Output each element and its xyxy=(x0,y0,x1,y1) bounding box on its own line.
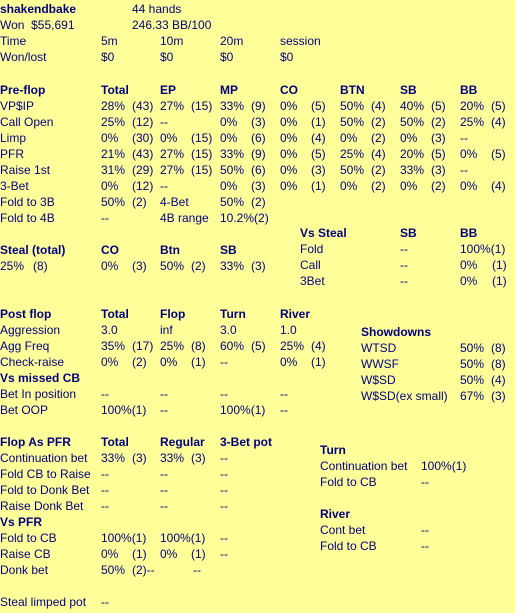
postflop-cell: (17) xyxy=(132,339,154,353)
preflop-cell: (5) xyxy=(491,147,506,161)
postflop-header: Total xyxy=(101,307,129,321)
preflop-cell: (9) xyxy=(251,147,266,161)
postflop-cell: 3.0 xyxy=(101,323,118,337)
four-bet-label: 4-Bet xyxy=(160,195,189,209)
turn-title: Turn xyxy=(320,443,346,457)
river-cbet-label: Cont bet xyxy=(320,523,366,537)
showdown-value: 50% xyxy=(460,341,485,355)
preflop-cell: (3) xyxy=(431,131,446,145)
turn-cbet-value: 100%(1) xyxy=(421,459,467,473)
preflop-cell: 33% xyxy=(400,163,425,177)
preflop-cell: (2) xyxy=(371,115,386,129)
flop-pfr-cell: -- xyxy=(101,483,109,497)
wonlost-10m: $0 xyxy=(160,50,174,64)
preflop-row-label: 3-Bet xyxy=(0,179,29,193)
vs-steal-header-bb: BB xyxy=(460,226,478,240)
fold-4b-label: Fold to 4B xyxy=(0,211,55,225)
steal-sb-count: (3) xyxy=(251,259,266,273)
steal-co-value: 0% xyxy=(101,259,119,273)
vs-steal-fold-sb: -- xyxy=(400,242,408,256)
flop-pfr-cell: -- xyxy=(160,467,168,481)
postflop-cell: 35% xyxy=(101,339,126,353)
time-col-5m: 5m xyxy=(101,34,118,48)
preflop-cell: (43) xyxy=(132,99,154,113)
preflop-cell: 0% xyxy=(280,147,298,161)
preflop-cell: 0% xyxy=(460,147,478,161)
flop-pfr-cell: (3) xyxy=(191,451,206,465)
postflop-cell: (8) xyxy=(191,339,206,353)
vs-missed-cb-cell: -- xyxy=(280,387,288,401)
vs-pfr-cell: (1) xyxy=(132,547,147,561)
flop-pfr-header-total: Total xyxy=(101,435,129,449)
postflop-header: Turn xyxy=(220,307,246,321)
flop-pfr-row-label: Fold to Donk Bet xyxy=(0,483,90,497)
preflop-row-label: Call Open xyxy=(0,115,54,129)
preflop-cell: -- xyxy=(160,115,168,129)
flop-pfr-cell: -- xyxy=(101,467,109,481)
vs-pfr-row-label: Fold to CB xyxy=(0,531,57,545)
preflop-cell: -- xyxy=(160,179,168,193)
postflop-row-label: Aggression xyxy=(0,323,61,337)
four-bet-value: 50% xyxy=(220,195,245,209)
steal-header-btn: Btn xyxy=(160,243,180,257)
preflop-cell: 0% xyxy=(280,163,298,177)
postflop-header: River xyxy=(280,307,311,321)
vs-pfr-cell: -- xyxy=(220,531,228,545)
vs-pfr-cell: (1) xyxy=(191,547,206,561)
postflop-cell: 60% xyxy=(220,339,245,353)
preflop-cell: 25% xyxy=(340,147,365,161)
vs-pfr-cell: (2)-- xyxy=(132,563,155,577)
preflop-cell: (2) xyxy=(371,131,386,145)
preflop-cell: 0% xyxy=(220,179,238,193)
preflop-cell: 31% xyxy=(101,163,126,177)
fold-4b-total: -- xyxy=(101,211,109,225)
preflop-cell: (4) xyxy=(371,147,386,161)
vs-missed-cb-cell: -- xyxy=(220,387,228,401)
showdown-row-label: WTSD xyxy=(361,341,397,355)
preflop-cell: (5) xyxy=(431,147,446,161)
vs-missed-cb-cell: 100%(1) xyxy=(101,403,147,417)
postflop-cell: (1) xyxy=(311,355,326,369)
postflop-cell: 0% xyxy=(280,355,298,369)
vs-pfr-row-label: Raise CB xyxy=(0,547,51,561)
fold-3b-total: 50% xyxy=(101,195,126,209)
flop-pfr-cell: -- xyxy=(220,451,228,465)
vs-pfr-cell: 0% xyxy=(101,547,119,561)
preflop-cell: 50% xyxy=(220,163,245,177)
preflop-cell: (12) xyxy=(132,179,154,193)
vs-steal-header-sb: SB xyxy=(400,226,417,240)
preflop-cell: (6) xyxy=(251,163,266,177)
postflop-row-label: Agg Freq xyxy=(0,339,50,353)
time-col-10m: 10m xyxy=(160,34,184,48)
postflop-cell: 25% xyxy=(280,339,305,353)
postflop-cell: 1.0 xyxy=(280,323,297,337)
vs-missed-cb-cell: 100%(1) xyxy=(220,403,266,417)
preflop-header: EP xyxy=(160,83,177,97)
vs-missed-cb-cell: -- xyxy=(280,403,288,417)
preflop-cell: (2) xyxy=(431,179,446,193)
preflop-cell: (3) xyxy=(311,163,326,177)
preflop-cell: 28% xyxy=(101,99,126,113)
steal-limped-label: Steal limped pot xyxy=(0,595,87,609)
preflop-cell: (2) xyxy=(371,179,386,193)
preflop-title: Pre-flop xyxy=(0,83,46,97)
preflop-cell: 0% xyxy=(280,179,298,193)
time-col-20m: 20m xyxy=(220,34,244,48)
bb-per-100: 246.33 BB/100 xyxy=(132,18,212,32)
preflop-cell: (4) xyxy=(491,179,506,193)
postflop-row-label: Check-raise xyxy=(0,355,65,369)
preflop-cell: 0% xyxy=(340,131,358,145)
preflop-cell: 40% xyxy=(400,99,425,113)
vs-steal-call-sb: -- xyxy=(400,258,408,272)
showdown-value: 50% xyxy=(460,357,485,371)
flop-pfr-cell: 33% xyxy=(101,451,126,465)
preflop-cell: 50% xyxy=(400,115,425,129)
preflop-cell: (5) xyxy=(491,99,506,113)
preflop-cell: 0% xyxy=(101,131,119,145)
vs-steal-3bet-label: 3Bet xyxy=(300,274,325,288)
preflop-cell: 25% xyxy=(101,115,126,129)
postflop-cell: 3.0 xyxy=(220,323,237,337)
postflop-cell: (4) xyxy=(311,339,326,353)
vs-pfr-cell: 100%(1) xyxy=(101,531,147,545)
preflop-cell: (5) xyxy=(311,99,326,113)
preflop-cell: 0% xyxy=(101,179,119,193)
won-amount: Won $55,691 xyxy=(0,18,75,32)
flop-pfr-title: Flop As PFR xyxy=(0,435,71,449)
showdown-row-label: WWSF xyxy=(361,357,399,371)
postflop-cell: 25% xyxy=(160,339,185,353)
flop-pfr-cell: 33% xyxy=(160,451,185,465)
preflop-cell: 0% xyxy=(280,131,298,145)
postflop-cell: 0% xyxy=(160,355,178,369)
turn-fold-cb-value: -- xyxy=(421,475,429,489)
flop-pfr-row-label: Raise Donk Bet xyxy=(0,499,84,513)
vs-pfr-cell: -- xyxy=(193,563,201,577)
preflop-cell: (29) xyxy=(132,163,154,177)
wonlost-label: Won/lost xyxy=(0,50,47,64)
vs-pfr-row-label: Donk bet xyxy=(0,563,49,577)
preflop-row-label: VP$IP xyxy=(0,99,35,113)
preflop-cell: 0% xyxy=(220,115,238,129)
preflop-cell: (6) xyxy=(251,131,266,145)
preflop-cell: (4) xyxy=(371,99,386,113)
vs-steal-fold-label: Fold xyxy=(300,242,324,256)
preflop-header: BTN xyxy=(340,83,365,97)
river-title: River xyxy=(320,507,351,521)
preflop-cell: (1) xyxy=(311,179,326,193)
hands-count: 44 hands xyxy=(132,2,182,16)
vs-pfr-cell: 0% xyxy=(160,547,178,561)
preflop-cell: 0% xyxy=(280,115,298,129)
preflop-cell: 25% xyxy=(460,115,485,129)
preflop-header: SB xyxy=(400,83,417,97)
vs-steal-title: Vs Steal xyxy=(300,226,347,240)
showdown-count: (4) xyxy=(491,373,506,387)
preflop-cell: (5) xyxy=(431,99,446,113)
preflop-cell: 21% xyxy=(101,147,126,161)
preflop-cell: (15) xyxy=(191,131,213,145)
turn-fold-cb-label: Fold to CB xyxy=(320,475,377,489)
preflop-cell: 0% xyxy=(460,179,478,193)
turn-cbet-label: Continuation bet xyxy=(320,459,408,473)
preflop-cell: (1) xyxy=(311,115,326,129)
showdown-row-label: W$SD xyxy=(361,373,396,387)
four-bet-count: (2) xyxy=(251,195,266,209)
steal-btn-count: (2) xyxy=(191,259,206,273)
flop-pfr-header-regular: Regular xyxy=(160,435,205,449)
vs-missed-cb-cell: -- xyxy=(160,403,168,417)
preflop-cell: 27% xyxy=(160,147,185,161)
steal-header-sb: SB xyxy=(220,243,237,257)
preflop-cell: (15) xyxy=(191,99,213,113)
preflop-cell: 0% xyxy=(160,131,178,145)
preflop-cell: (15) xyxy=(191,147,213,161)
preflop-header: MP xyxy=(220,83,238,97)
showdown-count: (8) xyxy=(491,357,506,371)
wonlost-session: $0 xyxy=(280,50,294,64)
preflop-cell: 27% xyxy=(160,163,185,177)
vs-pfr-cell: 100%(1) xyxy=(160,531,206,545)
vs-pfr-cell: 50% xyxy=(101,563,126,577)
postflop-cell: (1) xyxy=(191,355,206,369)
preflop-cell: (30) xyxy=(132,131,154,145)
preflop-cell: (4) xyxy=(491,115,506,129)
river-cbet-value: -- xyxy=(421,523,429,537)
steal-total-value: 25% xyxy=(0,259,25,273)
steal-co-count: (3) xyxy=(132,259,147,273)
flop-pfr-cell: -- xyxy=(220,499,228,513)
flop-pfr-row-label: Fold CB to Raise xyxy=(0,467,91,481)
vs-steal-3bet-sb: -- xyxy=(400,274,408,288)
preflop-cell: 0% xyxy=(400,179,418,193)
showdown-row-label: W$SD(ex small) xyxy=(361,389,448,403)
preflop-cell: 0% xyxy=(400,131,418,145)
vs-missed-cb-row-label: Bet OOP xyxy=(0,403,49,417)
vs-pfr-title: Vs PFR xyxy=(0,515,43,529)
preflop-cell: (15) xyxy=(191,163,213,177)
vs-steal-fold-bb: 100%(1) xyxy=(460,242,506,256)
preflop-cell: 50% xyxy=(340,163,365,177)
vs-steal-call-label: Call xyxy=(300,258,321,272)
wonlost-20m: $0 xyxy=(220,50,234,64)
preflop-cell: (5) xyxy=(311,147,326,161)
postflop-cell: -- xyxy=(220,355,228,369)
preflop-cell: (3) xyxy=(431,163,446,177)
steal-sb-value: 33% xyxy=(220,259,245,273)
preflop-cell: -- xyxy=(460,163,468,177)
preflop-cell: 50% xyxy=(340,99,365,113)
preflop-cell: (3) xyxy=(251,179,266,193)
showdown-value: 50% xyxy=(460,373,485,387)
steal-limped-value: -- xyxy=(101,595,109,609)
preflop-cell: 0% xyxy=(280,99,298,113)
flop-pfr-cell: -- xyxy=(101,499,109,513)
preflop-cell: 50% xyxy=(340,115,365,129)
preflop-cell: (2) xyxy=(371,163,386,177)
flop-pfr-header-3bet: 3-Bet pot xyxy=(220,435,272,449)
flop-pfr-cell: -- xyxy=(160,499,168,513)
postflop-header: Flop xyxy=(160,307,186,321)
showdown-count: (8) xyxy=(491,341,506,355)
time-col-session: session xyxy=(280,34,321,48)
preflop-row-label: Limp xyxy=(0,131,27,145)
vs-missed-cb-cell: -- xyxy=(160,387,168,401)
postflop-cell: (5) xyxy=(251,339,266,353)
preflop-cell: 0% xyxy=(340,179,358,193)
preflop-cell: 27% xyxy=(160,99,185,113)
river-fold-cb-label: Fold to CB xyxy=(320,539,377,553)
vs-missed-cb-row-label: Bet In position xyxy=(0,387,77,401)
player-name: shakendbake xyxy=(0,2,77,16)
flop-pfr-cell: -- xyxy=(220,467,228,481)
vs-missed-cb-cell: -- xyxy=(101,387,109,401)
preflop-cell: 33% xyxy=(220,99,245,113)
postflop-cell: 0% xyxy=(101,355,119,369)
flop-pfr-cell: -- xyxy=(220,483,228,497)
steal-btn-value: 50% xyxy=(160,259,185,273)
preflop-cell: (3) xyxy=(251,115,266,129)
preflop-cell: (12) xyxy=(132,115,154,129)
time-label: Time xyxy=(0,34,27,48)
four-bet-range-label: 4B range xyxy=(160,211,209,225)
flop-pfr-cell: -- xyxy=(160,483,168,497)
preflop-row-label: Raise 1st xyxy=(0,163,51,177)
preflop-cell: 33% xyxy=(220,147,245,161)
preflop-cell: (4) xyxy=(311,131,326,145)
steal-total-count: (8) xyxy=(33,259,48,273)
four-bet-range-value: 10.2%(2) xyxy=(220,211,269,225)
showdown-count: (3) xyxy=(491,389,506,403)
preflop-cell: 20% xyxy=(400,147,425,161)
steal-total-title: Steal (total) xyxy=(0,243,66,257)
river-fold-cb-value: -- xyxy=(421,539,429,553)
showdowns-title: Showdowns xyxy=(361,325,431,339)
vs-pfr-cell: -- xyxy=(220,547,228,561)
steal-header-co: CO xyxy=(101,243,119,257)
preflop-header: CO xyxy=(280,83,298,97)
postflop-title: Post flop xyxy=(0,307,52,321)
showdown-value: 67% xyxy=(460,389,485,403)
vs-steal-3bet-bb-count: (1) xyxy=(492,274,507,288)
preflop-row-label: PFR xyxy=(0,147,24,161)
vs-steal-call-bb-count: (1) xyxy=(492,258,507,272)
preflop-cell: -- xyxy=(460,131,468,145)
postflop-cell: (2) xyxy=(132,355,147,369)
preflop-cell: 0% xyxy=(220,131,238,145)
preflop-cell: 20% xyxy=(460,99,485,113)
preflop-header: Total xyxy=(101,83,129,97)
preflop-header: BB xyxy=(460,83,478,97)
wonlost-5m: $0 xyxy=(101,50,115,64)
preflop-cell: (43) xyxy=(132,147,154,161)
fold-3b-count: (2) xyxy=(132,195,147,209)
vs-steal-call-bb: 0% xyxy=(460,258,478,272)
flop-pfr-cell: (3) xyxy=(132,451,147,465)
preflop-cell: (2) xyxy=(431,115,446,129)
postflop-cell: inf xyxy=(160,323,173,337)
fold-3b-label: Fold to 3B xyxy=(0,195,55,209)
flop-pfr-row-label: Continuation bet xyxy=(0,451,88,465)
vs-steal-3bet-bb: 0% xyxy=(460,274,478,288)
preflop-cell: (9) xyxy=(251,99,266,113)
vs-missed-cb-title: Vs missed CB xyxy=(0,371,81,385)
